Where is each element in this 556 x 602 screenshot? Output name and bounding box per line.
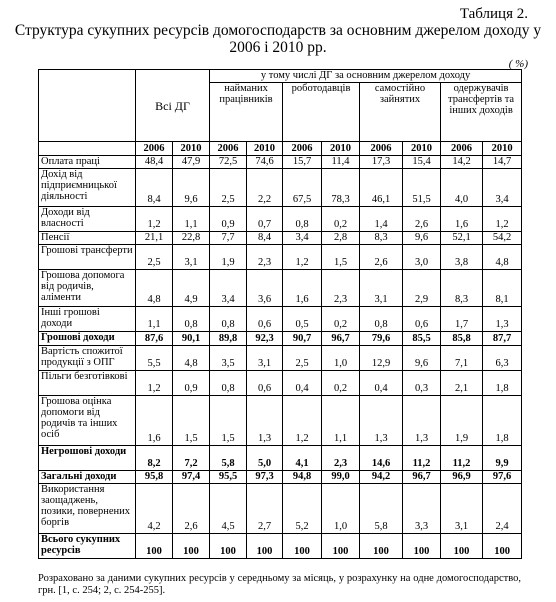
resources-table bbox=[38, 69, 522, 559]
value-cell: 78,3 bbox=[322, 169, 360, 207]
value-cell: 0,8 bbox=[210, 307, 247, 332]
value-cell: 9,6 bbox=[403, 232, 441, 245]
year-header: 2006 bbox=[210, 142, 247, 156]
value-cell: 4,1 bbox=[283, 446, 322, 471]
value-cell: 1,3 bbox=[403, 396, 441, 446]
value-cell: 2,6 bbox=[403, 207, 441, 232]
value-cell: 1,9 bbox=[441, 396, 483, 446]
corner-cell bbox=[39, 70, 136, 142]
value-cell: 1,0 bbox=[322, 484, 360, 534]
row-label: Грошові доходи bbox=[39, 332, 136, 346]
value-cell: 97,6 bbox=[483, 471, 522, 484]
value-cell: 11,2 bbox=[403, 446, 441, 471]
value-cell: 3,5 bbox=[210, 346, 247, 371]
value-cell: 1,3 bbox=[360, 396, 403, 446]
value-cell: 1,2 bbox=[136, 371, 173, 396]
group-header: самостійно зайнятих bbox=[360, 83, 441, 142]
year-header: 2006 bbox=[136, 142, 173, 156]
value-cell: 8,4 bbox=[136, 169, 173, 207]
value-cell: 1,6 bbox=[441, 207, 483, 232]
table-row bbox=[39, 232, 522, 245]
value-cell: 4,8 bbox=[136, 270, 173, 307]
row-label: Інші грошові доходи bbox=[39, 307, 136, 332]
row-label: Дохід від підприємницької діяльності bbox=[39, 169, 136, 207]
value-cell: 100 bbox=[322, 534, 360, 559]
value-cell: 100 bbox=[210, 534, 247, 559]
label-column-header bbox=[39, 142, 136, 156]
value-cell: 0,9 bbox=[210, 207, 247, 232]
value-cell: 2,5 bbox=[210, 169, 247, 207]
value-cell: 96,7 bbox=[322, 332, 360, 346]
value-cell: 0,2 bbox=[322, 307, 360, 332]
value-cell: 0,8 bbox=[210, 371, 247, 396]
value-cell: 1,5 bbox=[322, 245, 360, 270]
value-cell: 14,7 bbox=[483, 156, 522, 169]
value-cell: 7,7 bbox=[210, 232, 247, 245]
row-label: Доходи від власності bbox=[39, 207, 136, 232]
value-cell: 8,3 bbox=[360, 232, 403, 245]
value-cell: 5,8 bbox=[360, 484, 403, 534]
value-cell: 0,5 bbox=[283, 307, 322, 332]
value-cell: 1,2 bbox=[483, 207, 522, 232]
value-cell: 0,8 bbox=[283, 207, 322, 232]
value-cell: 8,3 bbox=[441, 270, 483, 307]
row-label: Пенсії bbox=[39, 232, 136, 245]
table-row bbox=[39, 156, 522, 169]
all-households-header: Всі ДГ bbox=[136, 70, 210, 142]
value-cell: 3,3 bbox=[403, 484, 441, 534]
value-cell: 9,6 bbox=[403, 346, 441, 371]
value-cell: 2,6 bbox=[360, 245, 403, 270]
value-cell: 99,0 bbox=[322, 471, 360, 484]
value-cell: 90,7 bbox=[283, 332, 322, 346]
value-cell: 90,1 bbox=[173, 332, 210, 346]
value-cell: 17,3 bbox=[360, 156, 403, 169]
value-cell: 100 bbox=[283, 534, 322, 559]
value-cell: 4,0 bbox=[441, 169, 483, 207]
value-cell: 3,1 bbox=[360, 270, 403, 307]
value-cell: 11,2 bbox=[441, 446, 483, 471]
value-cell: 0,8 bbox=[360, 307, 403, 332]
table-footnote: Розраховано за даними сукупних ресурсів у середньому за місяць, у розрахунку на одне домогосподарство, грн. [1, с. 254; 2, с. 254-255]. bbox=[38, 573, 521, 596]
value-cell: 7,2 bbox=[173, 446, 210, 471]
value-cell: 3,0 bbox=[403, 245, 441, 270]
value-cell: 0,4 bbox=[360, 371, 403, 396]
row-label: Грошова оцінка допомоги від родичів та інших осіб bbox=[39, 396, 136, 446]
value-cell: 97,4 bbox=[173, 471, 210, 484]
value-cell: 8,4 bbox=[247, 232, 283, 245]
value-cell: 1,1 bbox=[322, 396, 360, 446]
value-cell: 52,1 bbox=[441, 232, 483, 245]
value-cell: 87,6 bbox=[136, 332, 173, 346]
group-header: одержувачів трансфертів та інших доходів bbox=[441, 83, 522, 142]
value-cell: 100 bbox=[403, 534, 441, 559]
value-cell: 0,6 bbox=[247, 371, 283, 396]
value-cell: 1,4 bbox=[360, 207, 403, 232]
value-cell: 21,1 bbox=[136, 232, 173, 245]
value-cell: 8,1 bbox=[483, 270, 522, 307]
value-cell: 1,1 bbox=[173, 207, 210, 232]
value-cell: 9,6 bbox=[173, 169, 210, 207]
table-row bbox=[39, 484, 522, 534]
year-header: 2006 bbox=[360, 142, 403, 156]
value-cell: 4,8 bbox=[483, 245, 522, 270]
value-cell: 94,2 bbox=[360, 471, 403, 484]
table-number: Таблиця 2. bbox=[459, 6, 528, 22]
value-cell: 2,2 bbox=[247, 169, 283, 207]
value-cell: 1,2 bbox=[136, 207, 173, 232]
row-label: Грошові трансферти bbox=[39, 245, 136, 270]
value-cell: 2,3 bbox=[322, 446, 360, 471]
row-label: Грошова допомога від родичів, аліменти bbox=[39, 270, 136, 307]
value-cell: 0,3 bbox=[403, 371, 441, 396]
value-cell: 2,3 bbox=[247, 245, 283, 270]
value-cell: 15,4 bbox=[403, 156, 441, 169]
value-cell: 0,2 bbox=[322, 371, 360, 396]
table-row bbox=[39, 307, 522, 332]
value-cell: 100 bbox=[136, 534, 173, 559]
value-cell: 5,5 bbox=[136, 346, 173, 371]
value-cell: 47,9 bbox=[173, 156, 210, 169]
value-cell: 22,8 bbox=[173, 232, 210, 245]
table-row bbox=[39, 446, 522, 471]
table-row bbox=[39, 207, 522, 232]
table-row bbox=[39, 245, 522, 270]
value-cell: 94,8 bbox=[283, 471, 322, 484]
value-cell: 0,7 bbox=[247, 207, 283, 232]
table-row bbox=[39, 396, 522, 446]
value-cell: 1,5 bbox=[173, 396, 210, 446]
value-cell: 11,4 bbox=[322, 156, 360, 169]
value-cell: 89,8 bbox=[210, 332, 247, 346]
value-cell: 1,6 bbox=[283, 270, 322, 307]
value-cell: 1,8 bbox=[483, 396, 522, 446]
value-cell: 3,4 bbox=[483, 169, 522, 207]
value-cell: 1,2 bbox=[283, 396, 322, 446]
value-cell: 85,5 bbox=[403, 332, 441, 346]
value-cell: 4,9 bbox=[173, 270, 210, 307]
year-header: 2006 bbox=[441, 142, 483, 156]
value-cell: 0,2 bbox=[322, 207, 360, 232]
year-header: 2010 bbox=[322, 142, 360, 156]
value-cell: 0,8 bbox=[173, 307, 210, 332]
value-cell: 2,6 bbox=[173, 484, 210, 534]
table-row bbox=[39, 169, 522, 207]
value-cell: 79,6 bbox=[360, 332, 403, 346]
row-label: Оплата праці bbox=[39, 156, 136, 169]
value-cell: 3,4 bbox=[210, 270, 247, 307]
value-cell: 2,4 bbox=[483, 484, 522, 534]
table-row bbox=[39, 332, 522, 346]
row-label: Вартість спожитої продукції з ОПГ bbox=[39, 346, 136, 371]
row-label: Негрошові доходи bbox=[39, 446, 136, 471]
table-row bbox=[39, 270, 522, 307]
value-cell: 3,4 bbox=[283, 232, 322, 245]
table-row bbox=[39, 534, 522, 559]
year-header: 2010 bbox=[247, 142, 283, 156]
value-cell: 54,2 bbox=[483, 232, 522, 245]
value-cell: 0,9 bbox=[173, 371, 210, 396]
value-cell: 1,3 bbox=[483, 307, 522, 332]
value-cell: 5,2 bbox=[283, 484, 322, 534]
year-header: 2010 bbox=[483, 142, 522, 156]
value-cell: 87,7 bbox=[483, 332, 522, 346]
value-cell: 1,2 bbox=[283, 245, 322, 270]
value-cell: 1,3 bbox=[247, 396, 283, 446]
year-header: 2010 bbox=[403, 142, 441, 156]
value-cell: 46,1 bbox=[360, 169, 403, 207]
value-cell: 1,5 bbox=[210, 396, 247, 446]
value-cell: 1,0 bbox=[322, 346, 360, 371]
value-cell: 96,9 bbox=[441, 471, 483, 484]
value-cell: 15,7 bbox=[283, 156, 322, 169]
value-cell: 2,7 bbox=[247, 484, 283, 534]
value-cell: 5,8 bbox=[210, 446, 247, 471]
value-cell: 4,2 bbox=[136, 484, 173, 534]
value-cell: 2,8 bbox=[322, 232, 360, 245]
value-cell: 3,6 bbox=[247, 270, 283, 307]
value-cell: 0,4 bbox=[283, 371, 322, 396]
value-cell: 14,2 bbox=[441, 156, 483, 169]
table-row bbox=[39, 471, 522, 484]
value-cell: 2,5 bbox=[283, 346, 322, 371]
row-label: Використання заощаджень, позики, повернених боргів bbox=[39, 484, 136, 534]
value-cell: 100 bbox=[173, 534, 210, 559]
table-row bbox=[39, 371, 522, 396]
value-cell: 3,1 bbox=[441, 484, 483, 534]
value-cell: 2,1 bbox=[441, 371, 483, 396]
value-cell: 0,6 bbox=[247, 307, 283, 332]
value-cell: 5,0 bbox=[247, 446, 283, 471]
group-header: роботодавців bbox=[283, 83, 360, 142]
value-cell: 3,8 bbox=[441, 245, 483, 270]
value-cell: 2,5 bbox=[136, 245, 173, 270]
year-header: 2010 bbox=[173, 142, 210, 156]
value-cell: 14,6 bbox=[360, 446, 403, 471]
value-cell: 100 bbox=[441, 534, 483, 559]
row-label: Всього сукупних ресурсів bbox=[39, 534, 136, 559]
value-cell: 1,7 bbox=[441, 307, 483, 332]
subgroup-header: у тому числі ДГ за основним джерелом доходу bbox=[210, 70, 522, 83]
value-cell: 1,8 bbox=[483, 371, 522, 396]
value-cell: 7,1 bbox=[441, 346, 483, 371]
row-label: Загальні доходи bbox=[39, 471, 136, 484]
value-cell: 48,4 bbox=[136, 156, 173, 169]
value-cell: 0,6 bbox=[403, 307, 441, 332]
table-row bbox=[39, 346, 522, 371]
value-cell: 2,9 bbox=[403, 270, 441, 307]
row-label: Пільги безготівкові bbox=[39, 371, 136, 396]
value-cell: 100 bbox=[247, 534, 283, 559]
unit-label: ( %) bbox=[508, 58, 528, 70]
value-cell: 74,6 bbox=[247, 156, 283, 169]
value-cell: 51,5 bbox=[403, 169, 441, 207]
value-cell: 92,3 bbox=[247, 332, 283, 346]
table-caption: Структура сукупних ресурсів домогосподарств за основним джерелом доходу у 2006 і 2010 рр. bbox=[14, 22, 542, 56]
value-cell: 3,1 bbox=[173, 245, 210, 270]
year-header: 2006 bbox=[283, 142, 322, 156]
value-cell: 97,3 bbox=[247, 471, 283, 484]
value-cell: 72,5 bbox=[210, 156, 247, 169]
value-cell: 2,3 bbox=[322, 270, 360, 307]
value-cell: 95,5 bbox=[210, 471, 247, 484]
group-header: найманих працівників bbox=[210, 83, 283, 142]
value-cell: 6,3 bbox=[483, 346, 522, 371]
value-cell: 1,9 bbox=[210, 245, 247, 270]
value-cell: 85,8 bbox=[441, 332, 483, 346]
value-cell: 9,9 bbox=[483, 446, 522, 471]
value-cell: 67,5 bbox=[283, 169, 322, 207]
value-cell: 1,6 bbox=[136, 396, 173, 446]
value-cell: 12,9 bbox=[360, 346, 403, 371]
value-cell: 100 bbox=[483, 534, 522, 559]
value-cell: 8,2 bbox=[136, 446, 173, 471]
value-cell: 95,8 bbox=[136, 471, 173, 484]
value-cell: 96,7 bbox=[403, 471, 441, 484]
value-cell: 100 bbox=[360, 534, 403, 559]
value-cell: 3,1 bbox=[247, 346, 283, 371]
value-cell: 4,5 bbox=[210, 484, 247, 534]
value-cell: 1,1 bbox=[136, 307, 173, 332]
value-cell: 4,8 bbox=[173, 346, 210, 371]
